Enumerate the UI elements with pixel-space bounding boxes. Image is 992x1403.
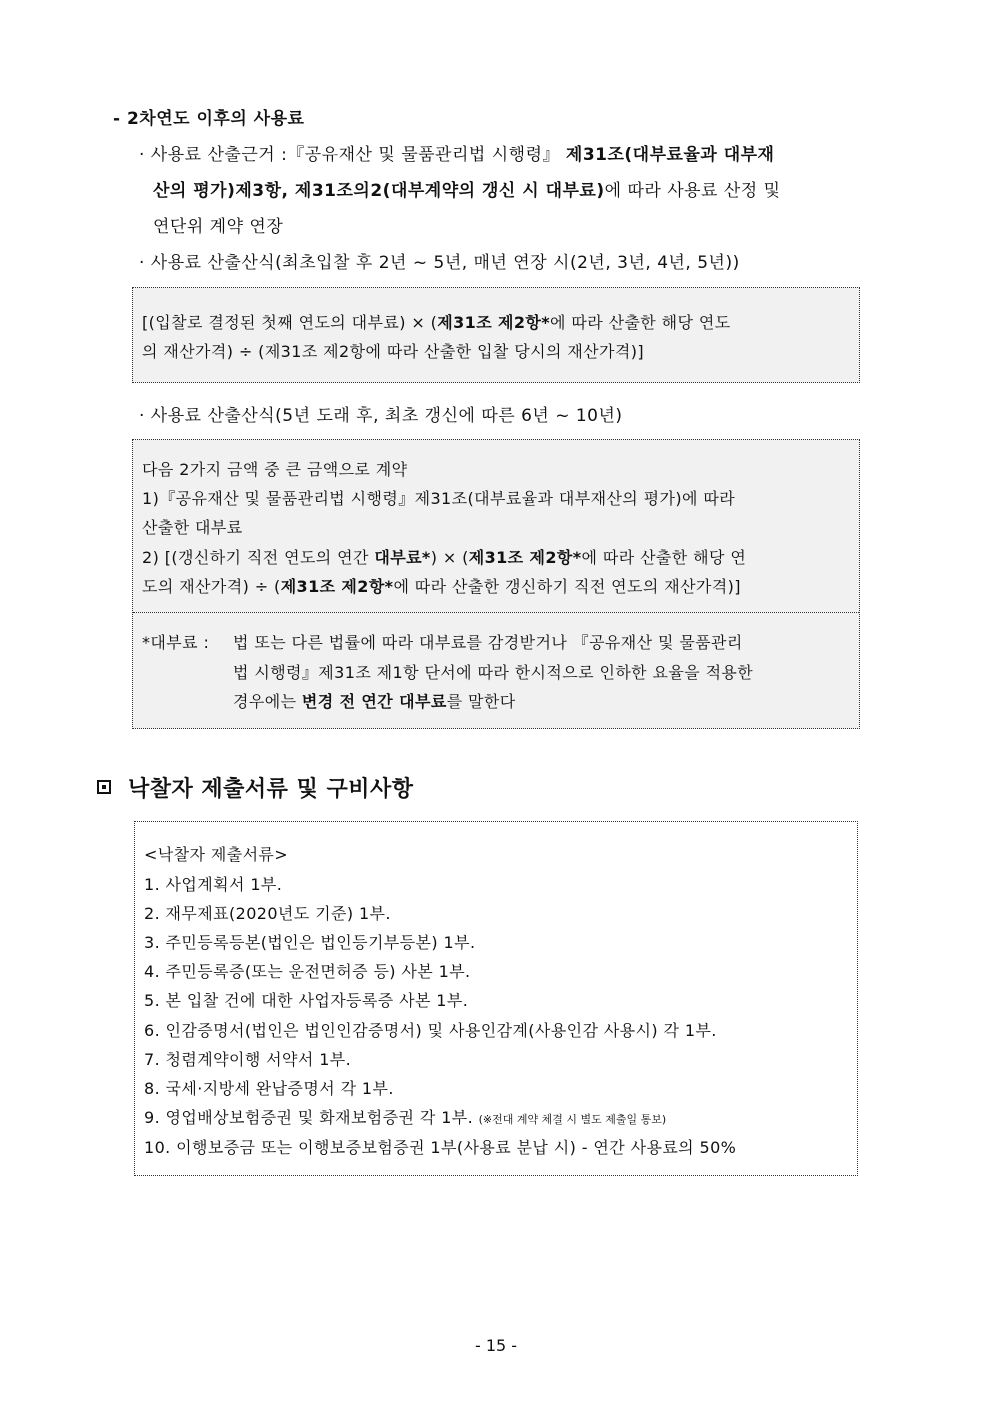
list-item: 5. 본 입찰 건에 대한 사업자등록증 사본 1부. [144, 991, 469, 1010]
formula1-line-1-text: [(입찰로 결정된 첫째 연도의 대부료) × ( [142, 313, 438, 332]
basis-line-3: 연단위 계약 연장 [153, 217, 284, 237]
formula1-line-2: 의 재산가격) ÷ (제31조 제2항에 따라 산출한 입찰 당시의 재산가격)] [142, 342, 645, 361]
formula2-line-4-c: ) × ( [430, 548, 469, 567]
basis-line-2-text: 에 따라 사용료 산정 및 [604, 181, 781, 201]
formula1-line-1-post: 에 따라 산출한 해당 연도 [550, 313, 731, 332]
formula2-line-4-d: 제31조 제2항* [468, 548, 582, 567]
section-title: 낙찰자 제출서류 및 구비사항 [128, 777, 414, 802]
list-item: 10. 이행보증금 또는 이행보증보험증권 1부(사용료 분납 시) - 연간 사용료의 50% [144, 1138, 737, 1157]
formula2-line-5 [142, 574, 741, 597]
basis-line-1-text: · 사용료 산출근거 :『공유재산 및 물품관리법 시행령』 [139, 145, 560, 165]
formula2-line-1: 다음 2가지 금액 중 큰 금액으로 계약 [142, 460, 408, 479]
page-number: - 15 - [474, 1336, 518, 1355]
winner-docs-title: <낙찰자 제출서류> [144, 845, 289, 864]
formula1-title: · 사용료 산출산식(최초입찰 후 2년 ~ 5년, 매년 연장 시(2년, 3년, 4년, 5년)) [139, 253, 740, 273]
subsection-heading: - 2차연도 이후의 사용료 [113, 109, 305, 129]
list-item: 6. 인감증명서(법인은 법인인감증명서) 및 사용인감계(사용인감 사용시) 각 1부. [144, 1021, 717, 1040]
formula2-title: · 사용료 산출산식(5년 도래 후, 최초 갱신에 따른 6년 ~ 10년) [139, 406, 623, 426]
basis-line-2-bold: 산의 평가)제3항, 제31조의2(대부계약의 갱신 시 대부료) [153, 181, 605, 201]
list-item: 1. 사업계획서 1부. [144, 875, 283, 894]
formula1-line-1-bold: 제31조 제2항* [437, 313, 551, 332]
list-item-9-note: (※전대 계약 체결 시 별도 제출일 통보) [478, 1113, 667, 1126]
list-item-9-text: 9. 영업배상보험증권 및 화재보험증권 각 1부. [144, 1108, 474, 1127]
list-item: 8. 국세·지방세 완납증명서 각 1부. [144, 1079, 394, 1098]
formula2-line-3: 산출한 대부료 [142, 518, 243, 537]
list-item: 4. 주민등록증(또는 운전면허증 등) 사본 1부. [144, 962, 471, 981]
formula2-line-4 [142, 545, 746, 568]
footnote-line-2: 법 시행령』제31조 제1항 단서에 따라 한시적으로 인하한 요율을 적용한 [233, 663, 754, 682]
formula2-line-5-a: 도의 재산가격) ÷ ( [142, 577, 281, 596]
formula2-line-4-b: 대부료* [374, 548, 431, 567]
formula2-line-4-e: 에 따라 산출한 해당 연 [581, 548, 747, 567]
square-bullet-icon [97, 780, 111, 794]
footnote-line-3-text: 경우에는 [233, 692, 302, 711]
formula2-line-5-b: 제31조 제2항* [280, 577, 394, 596]
footnote-label: *대부료 : [142, 633, 210, 652]
basis-line-1-bold: 제31조(대부료율과 대부재 [565, 145, 775, 165]
formula2-box [132, 439, 860, 729]
footnote-line-3 [233, 689, 516, 712]
list-item [144, 1105, 666, 1128]
formula2-divider [133, 612, 859, 613]
formula2-line-2: 1)『공유재산 및 물품관리법 시행령』제31조(대부료율과 대부재산의 평가)에 따라 [142, 489, 736, 508]
basis-line-1 [139, 140, 774, 165]
formula2-line-4-a: 2) [(갱신하기 직전 연도의 연간 [142, 548, 375, 567]
list-item: 3. 주민등록등본(법인은 법인등기부등본) 1부. [144, 933, 476, 952]
list-item: 7. 청렴계약이행 서약서 1부. [144, 1050, 352, 1069]
list-item: 2. 재무제표(2020년도 기준) 1부. [144, 904, 391, 923]
footnote-line-3-post: 를 말한다 [446, 692, 516, 711]
winner-docs-box [134, 821, 858, 1176]
formula2-line-5-c: 에 따라 산출한 갱신하기 직전 연도의 재산가격)] [393, 577, 741, 596]
formula1-box [132, 287, 860, 383]
basis-line-2 [153, 176, 781, 201]
footnote-line-3-bold: 변경 전 연간 대부료 [301, 692, 447, 711]
footnote-line-1: 법 또는 다른 법률에 따라 대부료를 감경받거나 『공유재산 및 물품관리 [233, 633, 743, 652]
formula1-line-1 [142, 310, 731, 333]
